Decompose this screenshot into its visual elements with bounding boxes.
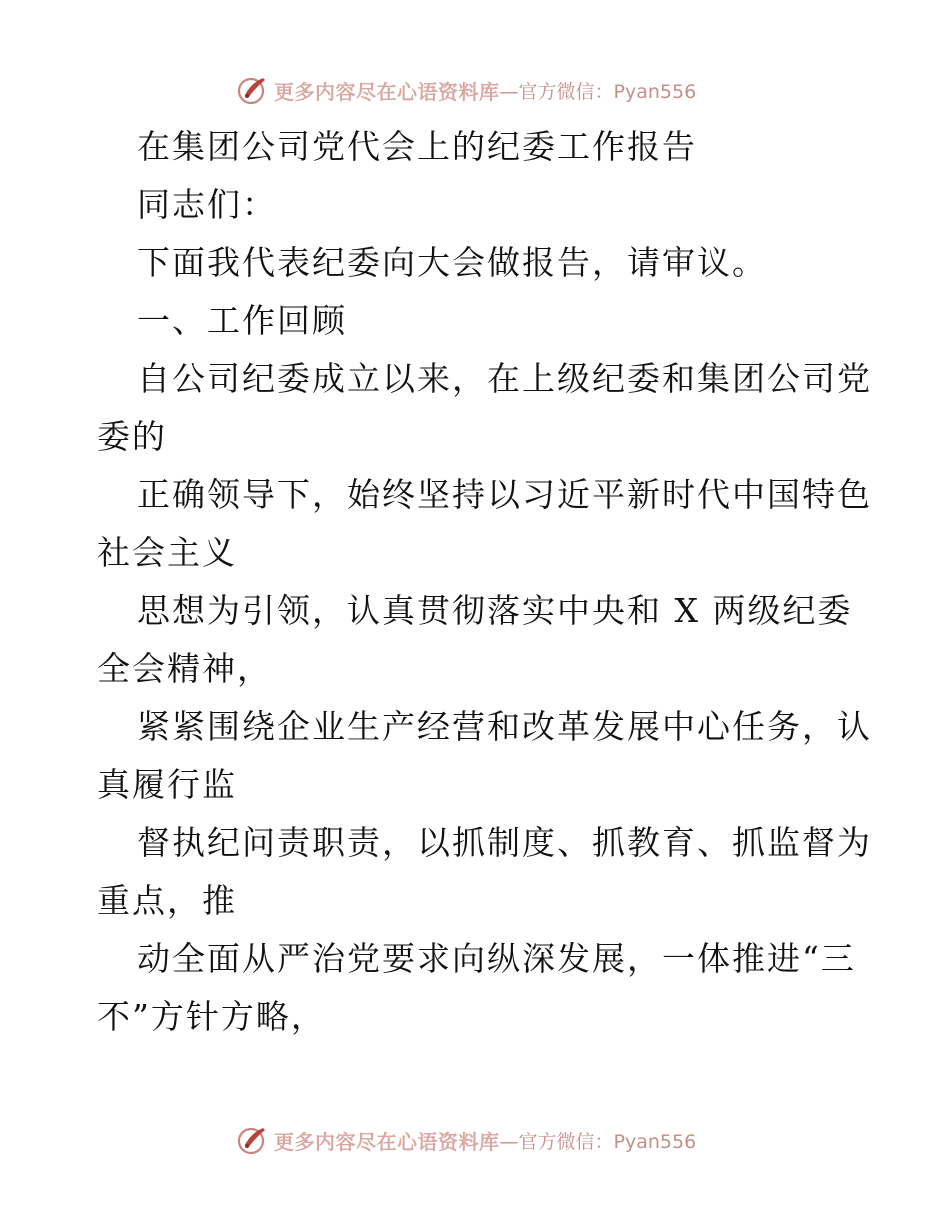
- watermark-footer: [236, 1122, 696, 1158]
- text-line: 下面我代表纪委向大会做报告，请审议。: [137, 243, 767, 282]
- section-heading: 一、工作回顾: [137, 301, 347, 340]
- text-line: 不”方针方略，: [97, 997, 326, 1036]
- salutation: 同志们：: [137, 185, 277, 224]
- text-line: 思想为引领，认真贯彻落实中央和 X 两级纪委: [137, 591, 853, 630]
- watermark-brand: 更多内容尽在心语资料库: [274, 79, 500, 104]
- text-line: 重点，推: [97, 881, 237, 920]
- text-line: 自公司纪委成立以来，在上级纪委和集团公司党: [137, 359, 872, 398]
- text-line: 全会精神，: [97, 649, 272, 688]
- document-body: [97, 118, 872, 1046]
- watermark-brand: 更多内容尽在心语资料库: [274, 1129, 500, 1154]
- text-line: 社会主义: [97, 533, 237, 572]
- document-title: 在集团公司党代会上的纪委工作报告: [137, 127, 697, 166]
- pen-logo-icon: [236, 1123, 270, 1157]
- watermark-header: [236, 72, 696, 108]
- watermark-contact: —官方微信：Pyan556: [499, 1130, 697, 1153]
- text-line: 真履行监: [97, 765, 237, 804]
- text-line: 动全面从严治党要求向纵深发展，一体推进“三: [137, 939, 856, 978]
- text-line: 委的: [97, 417, 167, 456]
- watermark-contact: —官方微信：Pyan556: [499, 80, 697, 103]
- text-line: 紧紧围绕企业生产经营和改革发展中心任务，认: [137, 707, 872, 746]
- pen-logo-icon: [236, 73, 270, 107]
- text-line: 正确领导下，始终坚持以习近平新时代中国特色: [137, 475, 872, 514]
- text-line: 督执纪问责职责，以抓制度、抓教育、抓监督为: [137, 823, 872, 862]
